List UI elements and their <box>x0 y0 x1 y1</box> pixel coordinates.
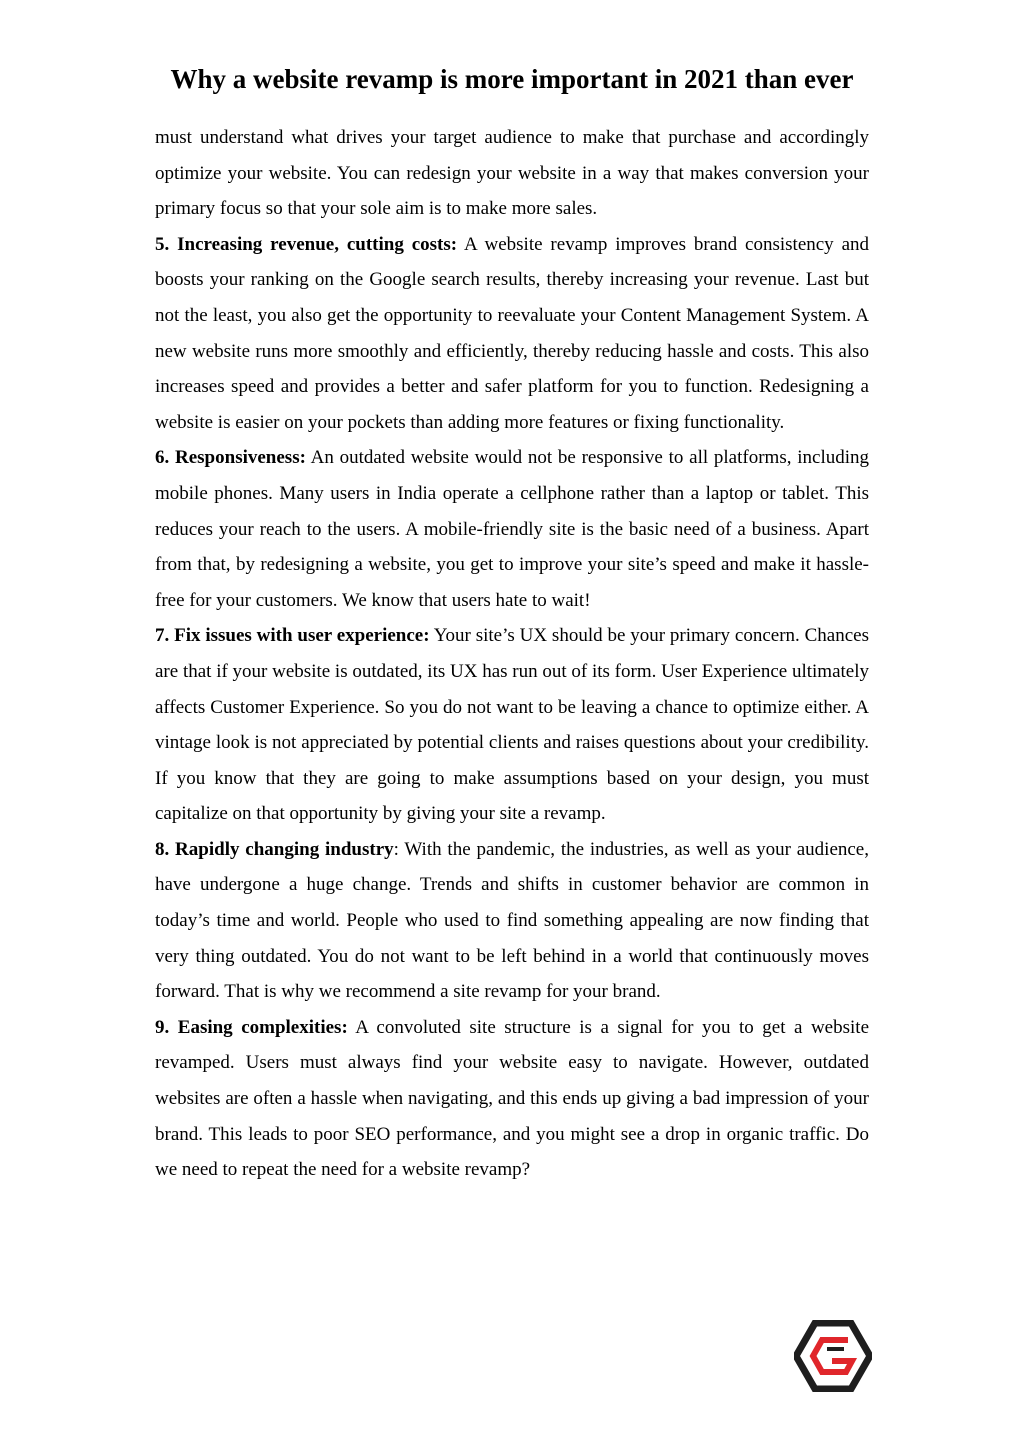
document-body <box>155 120 869 1188</box>
logo-outer-frame <box>796 1323 870 1389</box>
paragraph-text: must understand what drives your target audience to make that purchase and accordingly optimize your website. You can redesign your website in a way that makes conversion your primary focus so that your sole aim is to make more sales. <box>155 127 869 220</box>
paragraph-heading: 6. Responsiveness: <box>155 447 306 469</box>
paragraph-changing-industry <box>155 832 869 1010</box>
paragraph-text: An outdated website would not be responsive to all platforms, including mobile phones. Many users in India operate a cellphone rather than a laptop or tablet. This reduces your reach to the users. A mobile-friendly site is the basic need of a business. Apart from that, by redesigning a website, you get to improve your site’s speed and make it hassle-free for your customers. We know that users hate to wait! <box>155 447 870 611</box>
paragraph-heading: 7. Fix issues with user experience: <box>155 625 430 647</box>
paragraph-responsiveness <box>155 440 869 618</box>
paragraph-heading: 8. Rapidly changing industry <box>155 838 394 860</box>
brand-logo-icon <box>794 1320 872 1392</box>
paragraph-heading: 9. Easing complexities: <box>155 1016 348 1038</box>
paragraph-user-experience <box>155 618 869 832</box>
paragraph-intro <box>155 120 869 227</box>
paragraph-text: A convoluted site structure is a signal for you to get a website revamped. Users must always find your website easy to navigate. However, outdated websites are often a hassle when navigating, and this ends up giving a bad impression of your brand. This leads to poor SEO performance, and you might see a drop in organic traffic. Do we need to repeat the need for a website revamp? <box>155 1016 869 1181</box>
paragraph-text: Your site’s UX should be your primary concern. Chances are that if your website is outdated, its UX has run out of its form. User Experience ultimately affects Customer Experience. So you do not want to be leaving a chance to optimize either. A vintage look is not appreciated by potential clients and raises questions about your credibility. If you know that they are going to make assumptions based on your design, you must capitalize on that opportunity by giving your site a revamp. <box>155 625 870 825</box>
paragraph-increasing-revenue <box>155 227 869 441</box>
paragraph-text: A website revamp improves brand consistency and boosts your ranking on the Google search results, thereby increasing your revenue. Last but not the least, you also get the opportunity to reevaluate your Content Management System. A new website runs more smoothly and efficiently, thereby reducing hassle and costs. This also increases speed and provides a better and safer platform for you to function. Redesigning a website is easier on your pockets than adding more features or fixing functionality. <box>155 233 869 433</box>
paragraph-easing-complexities <box>155 1010 869 1188</box>
paragraph-heading: 5. Increasing revenue, cutting costs: <box>155 233 458 255</box>
paragraph-text: : With the pandemic, the industries, as well as your audience, have undergone a huge change. Trends and shifts in customer behavior are common in today’s time and world. People who used to find something appealing are now finding that very thing outdated. You do not want to be left behind in a world that continuously moves forward. That is why we recommend a site revamp for your brand. <box>155 838 869 1003</box>
logo-inner-mark <box>813 1340 852 1372</box>
page-title: Why a website revamp is more important in 2021 than ever <box>170 64 854 94</box>
